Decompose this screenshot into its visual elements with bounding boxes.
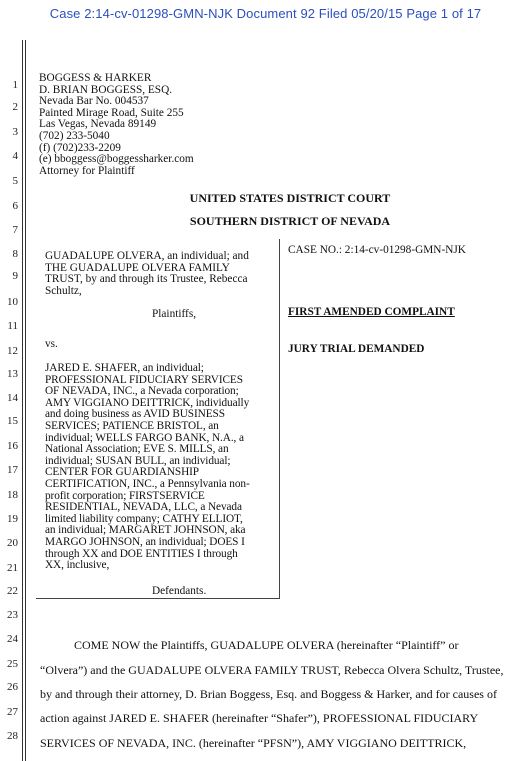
line-number: 15 [7, 415, 18, 427]
attorney-block-line: Las Vegas, Nevada 89149 [39, 118, 157, 131]
line-number: 11 [7, 320, 18, 332]
line-number: 14 [7, 392, 18, 404]
court-title-2: SOUTHERN DISTRICT OF NEVADA [189, 214, 391, 228]
line-number: 23 [7, 609, 18, 621]
margin-rule-left-1 [22, 40, 23, 761]
body-line: by and through their attorney, D. Brian Boggess, Esq. and Boggess & Harker, and for causes of [40, 687, 497, 701]
line-number: 18 [7, 489, 18, 501]
line-number: 1 [12, 79, 18, 91]
attorney-block-line: (702) 233-5040 [39, 130, 110, 142]
plaintiff-line: TRUST, by and through its Trustee, Rebecca [45, 273, 248, 286]
attorney-block-line: (e) bboggess@boggessharker.com [39, 153, 194, 166]
defendant-line: JARED E. SHAFER, an individual; [45, 362, 204, 374]
plaintiff-line: THE GUADALUPE OLVERA FAMILY [45, 261, 230, 274]
body-line: COME NOW the Plaintiffs, GUADALUPE OLVERA (hereinafter “Plaintiff” or [74, 638, 459, 652]
court-title-1: UNITED STATES DISTRICT COURT [189, 191, 391, 205]
line-number: 24 [7, 633, 18, 645]
line-number: 6 [12, 200, 18, 212]
defendant-line: SERVICES; PATIENCE BRISTOL, an [45, 420, 219, 432]
attorney-block-line: Attorney for Plaintiff [39, 164, 135, 177]
line-number: 20 [7, 537, 18, 549]
line-number: 21 [7, 562, 18, 574]
line-number: 7 [12, 224, 18, 236]
attorney-block-line: (f) (702)233-2209 [39, 141, 121, 154]
defendant-line: limited liability company; CATHY ELLIOT, [45, 512, 243, 525]
line-number: 19 [7, 513, 18, 525]
defendant-line: and doing business as AVID BUSINESS [45, 408, 225, 421]
defendant-line: through XX and DOE ENTITIES I through [45, 547, 238, 560]
case-number: CASE NO.: 2:14-cv-01298-GMN-NJK [288, 244, 466, 256]
line-number: 9 [12, 270, 18, 282]
line-number: 8 [12, 248, 18, 260]
margin-rule-left-2 [25, 40, 26, 761]
versus-label: vs. [45, 338, 58, 350]
attorney-block-line: D. BRIAN BOGGESS, ESQ. [39, 83, 173, 96]
line-number: 17 [7, 464, 18, 476]
line-number: 10 [7, 296, 18, 308]
defendant-line: profit corporation; FIRSTSERVICE [45, 489, 205, 502]
line-number: 13 [7, 368, 18, 380]
body-line: SERVICES OF NEVADA, INC. (hereinafter “PFSN”), AMY VIGGIANO DEITTRICK, [40, 736, 467, 750]
line-number: 16 [7, 440, 18, 452]
defendant-line: MARGO JOHNSON, an individual; DOES I [45, 536, 245, 548]
plaintiff-line: Schultz, [45, 284, 82, 297]
line-number: 4 [12, 150, 18, 162]
attorney-block-line: Nevada Bar No. 004537 [39, 95, 149, 108]
plaintiff-line: GUADALUPE OLVERA, an individual; and [45, 250, 249, 262]
line-number: 2 [12, 101, 18, 113]
defendant-line: PROFESSIONAL FIDUCIARY SERVICES [45, 373, 243, 386]
defendant-line: CENTER FOR GUARDIANSHIP [45, 466, 199, 479]
plaintiffs-label: Plaintiffs, [152, 308, 197, 320]
defendants-label: Defendants. [152, 585, 207, 597]
defendant-line: individual; SUSAN BULL, an individual; [45, 454, 231, 467]
defendant-line: an individual; MARGARET JOHNSON, aka [45, 524, 246, 537]
body-line: action against JARED E. SHAFER (hereinafter “Shafer”), PROFESSIONAL FIDUCIARY [40, 711, 479, 725]
line-number: 25 [7, 658, 18, 670]
defendant-line: National Association; EVE S. MILLS, an [45, 443, 229, 456]
defendant-line: XX, inclusive, [45, 559, 110, 572]
line-number: 28 [7, 730, 18, 742]
line-number: 5 [12, 175, 18, 187]
defendant-line: OF NEVADA, INC., a Nevada corporation; [45, 385, 239, 398]
attorney-block-line: Painted Mirage Road, Suite 255 [39, 106, 184, 119]
defendant-line: CERTIFICATION, INC., a Pennsylvania non- [45, 478, 250, 490]
line-number: 22 [7, 585, 18, 597]
ecf-header: Case 2:14-cv-01298-GMN-NJK Document 92 Filed 05/20/15 Page 1 of 17 [49, 6, 482, 21]
jury-demand: JURY TRIAL DEMANDED [288, 343, 425, 355]
document-title: FIRST AMENDED COMPLAINT [288, 306, 455, 318]
caption-bottom-rule [36, 598, 280, 599]
line-number: 12 [7, 345, 18, 357]
defendant-line: individual; WELLS FARGO BANK, N.A., a [45, 431, 244, 444]
defendant-line: AMY VIGGIANO DEITTRICK, individually [45, 396, 250, 409]
line-number: 3 [12, 126, 18, 138]
attorney-block-line: BOGGESS & HARKER [39, 72, 152, 84]
body-line: “Olvera”) and the GUADALUPE OLVERA FAMILY TRUST, Rebecca Olvera Schultz, Trustee, [40, 663, 504, 677]
line-number: 27 [7, 706, 18, 718]
defendant-line: RESIDENTIAL, NEVADA, LLC, a Nevada [45, 501, 242, 514]
caption-divider [279, 239, 280, 599]
line-number: 26 [7, 681, 18, 693]
